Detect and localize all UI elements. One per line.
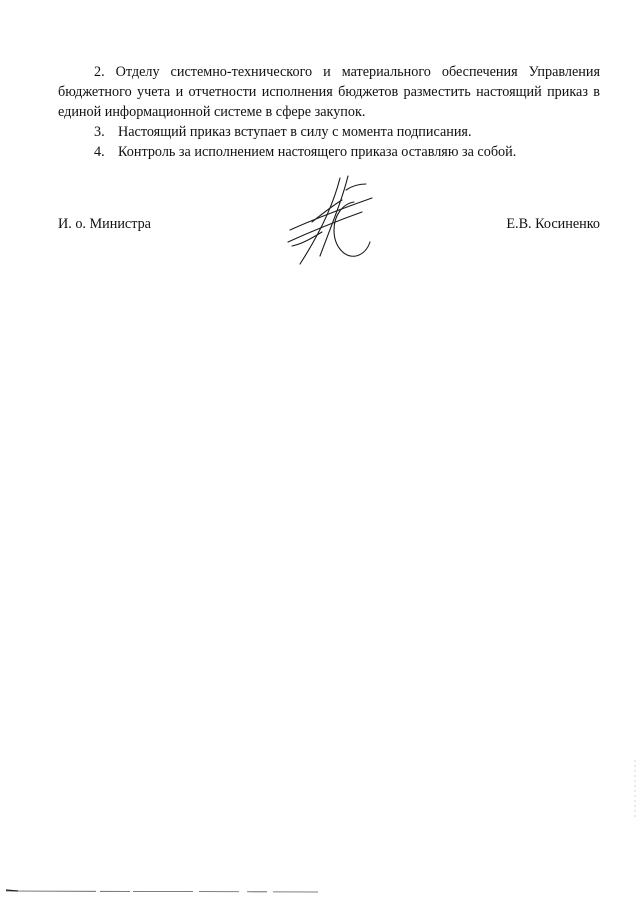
signatory-position: И. о. Министра [58, 216, 151, 232]
order-item-3-number: 3. [94, 124, 105, 140]
order-item-2-number: 2. [94, 64, 105, 80]
order-item-3 [94, 122, 472, 142]
order-item-2-text: Отделу системно-технического и материального обеспечения Управления бюджетного учета и отчетности исполнения бюджетов разместить настоящий приказ в единой информационной системе в сфере закупок. [58, 64, 600, 120]
order-item-4-number: 4. [94, 144, 105, 160]
order-item-3-text: Настоящий приказ вступает в силу с момента подписания. [118, 124, 472, 140]
signatory-name: Е.В. Косиненко [506, 216, 600, 232]
order-item-4 [94, 142, 516, 162]
scan-artifact-line [6, 889, 318, 895]
scan-artifact-edge [633, 760, 637, 820]
order-item-2 [58, 62, 600, 122]
order-item-4-text: Контроль за исполнением настоящего приказа оставляю за собой. [118, 144, 517, 160]
handwritten-signature-icon [282, 172, 378, 268]
